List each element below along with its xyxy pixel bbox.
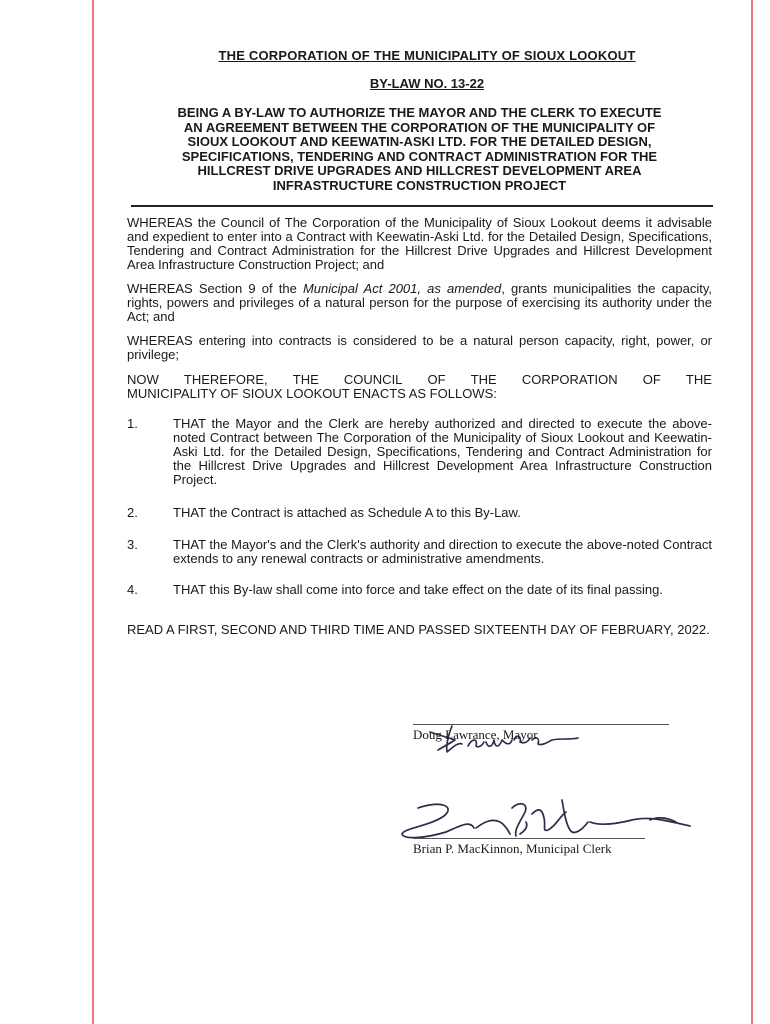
clause-3 (127, 538, 712, 566)
enacting-word: OF (642, 372, 661, 387)
enacting-word: OF (427, 372, 446, 387)
heading-line: INFRASTRUCTURE CONSTRUCTION PROJECT (272, 177, 567, 193)
clerk-signature-block (413, 838, 669, 857)
whereas-2-tail: , grants municipalities the capacity, rights, powers and privileges of a natural person for the purpose of exercising its authority under the Act; and (127, 281, 712, 324)
corporation-title: THE CORPORATION OF THE MUNICIPALITY OF SIOUX LOOKOUT (218, 48, 636, 63)
right-margin-line (751, 0, 753, 1024)
enacting-word: CORPORATION (521, 372, 618, 387)
enacting-word: THE (685, 372, 712, 387)
clause-1 (127, 417, 712, 487)
enacting-line-2: MUNICIPALITY OF SIOUX LOOKOUT ENACTS AS FOLLOWS: (127, 386, 497, 401)
enacting-word: NOW (127, 372, 159, 387)
heading-line: BEING A BY-LAW TO AUTHORIZE THE MAYOR AND THE CLERK TO EXECUTE (177, 105, 662, 120)
clause-4 (127, 583, 712, 597)
whereas-paragraph-3: WHEREAS entering into contracts is considered to be a natural person capacity, right, power, or privilege; (127, 333, 712, 362)
divider (131, 205, 713, 207)
enacting-word: THE (292, 372, 319, 387)
enacting-word: THEREFORE, (183, 372, 268, 387)
clause-number: 2. (127, 505, 138, 520)
passage-statement: READ A FIRST, SECOND AND THIRD TIME AND PASSED SIXTEENTH DAY OF FEBRUARY, 2022. (127, 622, 710, 637)
left-margin-line (92, 0, 94, 1024)
bylaw-number: BY-LAW NO. 13-22 (369, 76, 485, 91)
heading-line: HILLCREST DRIVE UPGRADES AND HILLCREST DEVELOPMENT AREA (197, 163, 642, 178)
enacting-line-1 (127, 373, 712, 387)
clause-text: THAT this By-law shall come into force and take effect on the date of its final passing. (173, 582, 663, 597)
mayor-signature-block (413, 724, 669, 743)
whereas-2-lead: WHEREAS Section 9 of the (127, 281, 303, 296)
enacting-word: COUNCIL (343, 372, 403, 387)
clause-number: 1. (127, 416, 138, 431)
mayor-name: Doug Lawrance, Mayor (413, 724, 669, 743)
clause-number: 3. (127, 537, 138, 552)
heading-line: AN AGREEMENT BETWEEN THE CORPORATION OF THE MUNICIPALITY OF (183, 119, 656, 135)
whereas-paragraph-1: WHEREAS the Council of The Corporation of the Municipality of Sioux Lookout deems it advisable and expedient to enter into a Contract with Keewatin-Aski Ltd. for the Detailed Design, Specifications, Tendering and Contract Administration for the Hillcrest Drive Upgrades and Hillcrest Development Area Infrastructure Construction Project; and (127, 215, 712, 272)
enacting-clause (127, 373, 712, 401)
act-name: Municipal Act 2001, as amended (302, 281, 502, 296)
clause-text: THAT the Contract is attached as Schedule A to this By-Law. (173, 505, 521, 520)
bylaw-heading (127, 106, 712, 193)
clause-2 (127, 506, 712, 520)
whereas-paragraph-2 (127, 282, 712, 324)
heading-line: SPECIFICATIONS, TENDERING AND CONTRACT ADMINISTRATION FOR THE (181, 148, 658, 164)
clause-text: THAT the Mayor's and the Clerk's authority and direction to execute the above-noted Contract extends to any renewal contracts or administrative amendments. (173, 537, 712, 566)
bylaw-document (127, 48, 712, 637)
enacting-word: THE (470, 372, 497, 387)
clause-text: THAT the Mayor and the Clerk are hereby authorized and directed to execute the above-noted Contract between The Corporation of the Municipality of Sioux Lookout and Keewatin-Aski Ltd. for the Detailed Design, Specifications, Tendering and Contract Administration for the Hillcrest Drive Upgrades and Hillcrest Development Area Infrastructure Construction Project. (173, 416, 712, 487)
heading-line: SIOUX LOOKOUT AND KEEWATIN-ASKI LTD. FOR THE DETAILED DESIGN, (187, 134, 652, 149)
clerk-name: Brian P. MacKinnon, Municipal Clerk (413, 838, 645, 857)
clause-number: 4. (127, 582, 138, 597)
